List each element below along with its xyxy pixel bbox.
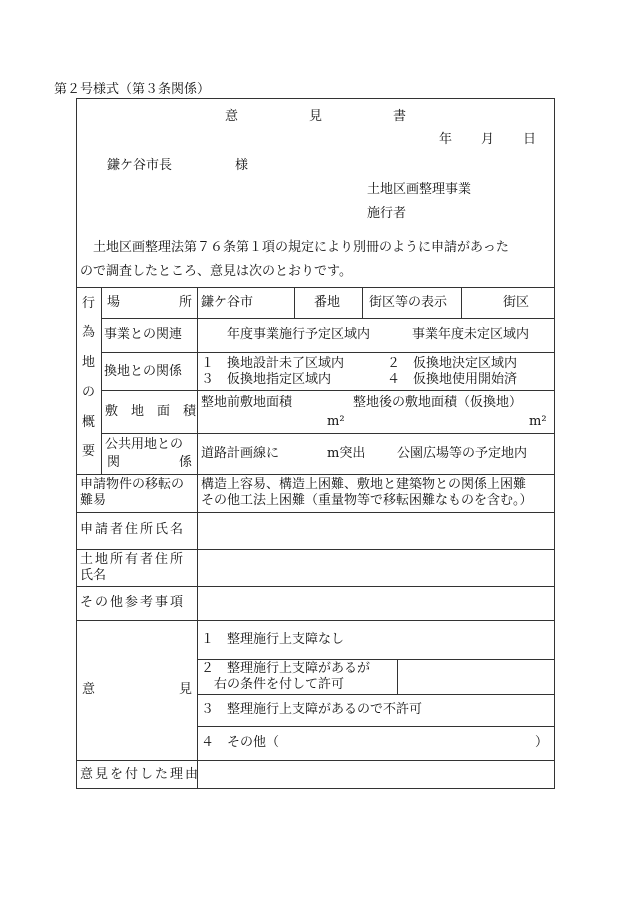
date-month: 月 (481, 132, 495, 147)
relocation-line1: 構造上容易、構造上困難、敷地と建築物との関係上困難 (201, 477, 527, 492)
overview-side-char: 要 (82, 444, 96, 459)
title-char-1: 意 (225, 109, 239, 124)
title-char-3: 書 (393, 109, 407, 124)
opinion-label-b: 見 (179, 682, 193, 697)
public-land-label-line1: 公共用地との (105, 437, 184, 452)
location-label-a: 場 (107, 295, 121, 310)
divider (461, 287, 462, 318)
project-relation-option-2: 事業年度未定区域内 (412, 327, 530, 342)
honorific: 様 (235, 158, 249, 173)
divider (101, 352, 554, 353)
site-area-label: 敷 地 面 積 (105, 404, 197, 419)
title-char-2: 見 (309, 109, 323, 124)
divider (197, 287, 198, 788)
divider (294, 287, 295, 318)
divider (77, 586, 554, 587)
site-area-after-unit: m² (529, 414, 547, 429)
site-area-after-label: 整地後の敷地面積（仮換地） (353, 395, 523, 410)
location-city: 鎌ケ谷市 (201, 295, 254, 310)
divider (197, 694, 554, 695)
divider (101, 390, 554, 391)
overview-side-char: 地 (82, 355, 96, 370)
divider (197, 659, 554, 660)
reason-label: 意見を付した理由 (80, 767, 201, 782)
divider (77, 620, 554, 621)
divider (397, 659, 398, 694)
owner-label-line1: 土地所有者住所 (80, 552, 186, 567)
addressee: 鎌ケ谷市長 (107, 158, 173, 173)
divider (77, 512, 554, 513)
divider (101, 318, 554, 319)
public-land-protrude: m突出 (327, 446, 366, 461)
replot-option-2: ２ 仮換地決定区域内 (387, 356, 518, 371)
opinion-label-a: 意 (82, 682, 96, 697)
project-name: 土地区画整理事業 (367, 182, 472, 197)
replot-option-3: ３ 仮換地指定区域内 (201, 372, 332, 387)
replot-option-4: ４ 仮換地使用開始済 (387, 372, 518, 387)
overview-side-char: の (82, 385, 96, 400)
divider (101, 287, 102, 474)
divider (77, 549, 554, 550)
opinion-option-2-line2: 右の条件を付して許可 (214, 677, 345, 692)
other-notes-label: その他参考事項 (80, 595, 186, 610)
opinion-form (76, 98, 555, 789)
opinion-option-3: ３ 整理施行上支障があるので不許可 (201, 702, 423, 717)
location-lot-unit: 番地 (314, 295, 341, 310)
overview-side-char: 概 (82, 415, 96, 430)
divider (197, 726, 554, 727)
date-day: 日 (523, 132, 537, 147)
project-relation-label: 事業との関連 (104, 327, 183, 342)
intro-text-line1: 土地区画整理法第７６条第１項の規定により別冊のように申請があった (93, 240, 509, 255)
district-unit: 街区 (503, 295, 530, 310)
divider (77, 474, 554, 475)
date-year: 年 (439, 132, 453, 147)
owner-label-line2: 氏名 (80, 568, 107, 583)
public-land-label-b: 係 (179, 455, 193, 470)
divider (77, 760, 554, 761)
opinion-option-4: ４ その他（ (201, 735, 280, 750)
divider (77, 287, 554, 288)
relocation-line2: その他工法上困難（重量物等で移転困難なものを含む。） (201, 493, 533, 508)
replot-relation-label: 換地との関係 (104, 364, 183, 379)
intro-text-line2: ので調査したところ、意見は次のとおりです。 (80, 264, 352, 279)
location-label-b: 所 (179, 295, 193, 310)
opinion-option-2-line1: ２ 整理施行上支障があるが (201, 661, 371, 676)
form-number-label: 第２号様式（第３条関係） (54, 82, 211, 97)
applicant-label: 申請者住所氏名 (80, 522, 186, 537)
public-land-label-a: 関 (107, 455, 121, 470)
public-land-park: 公園広場等の予定地内 (397, 446, 528, 461)
public-land-road: 道路計画線に (201, 446, 280, 461)
site-area-before-label: 整地前敷地面積 (201, 395, 293, 410)
overview-side-char: 行 (82, 296, 96, 311)
relocation-label-line1: 申請物件の移転の (80, 477, 185, 492)
district-label: 街区等の表示 (369, 295, 448, 310)
divider (362, 287, 363, 318)
relocation-label-line2: 難易 (80, 493, 107, 508)
project-relation-option-1: 年度事業施行予定区域内 (227, 327, 371, 342)
opinion-option-1: １ 整理施行上支障なし (201, 632, 345, 647)
executor-label: 施行者 (367, 206, 407, 221)
opinion-option-4-close: ） (535, 735, 549, 750)
replot-option-1: １ 換地設計未了区域内 (201, 356, 345, 371)
overview-side-char: 為 (82, 325, 96, 340)
divider (101, 433, 554, 434)
site-area-before-unit: m² (327, 414, 345, 429)
